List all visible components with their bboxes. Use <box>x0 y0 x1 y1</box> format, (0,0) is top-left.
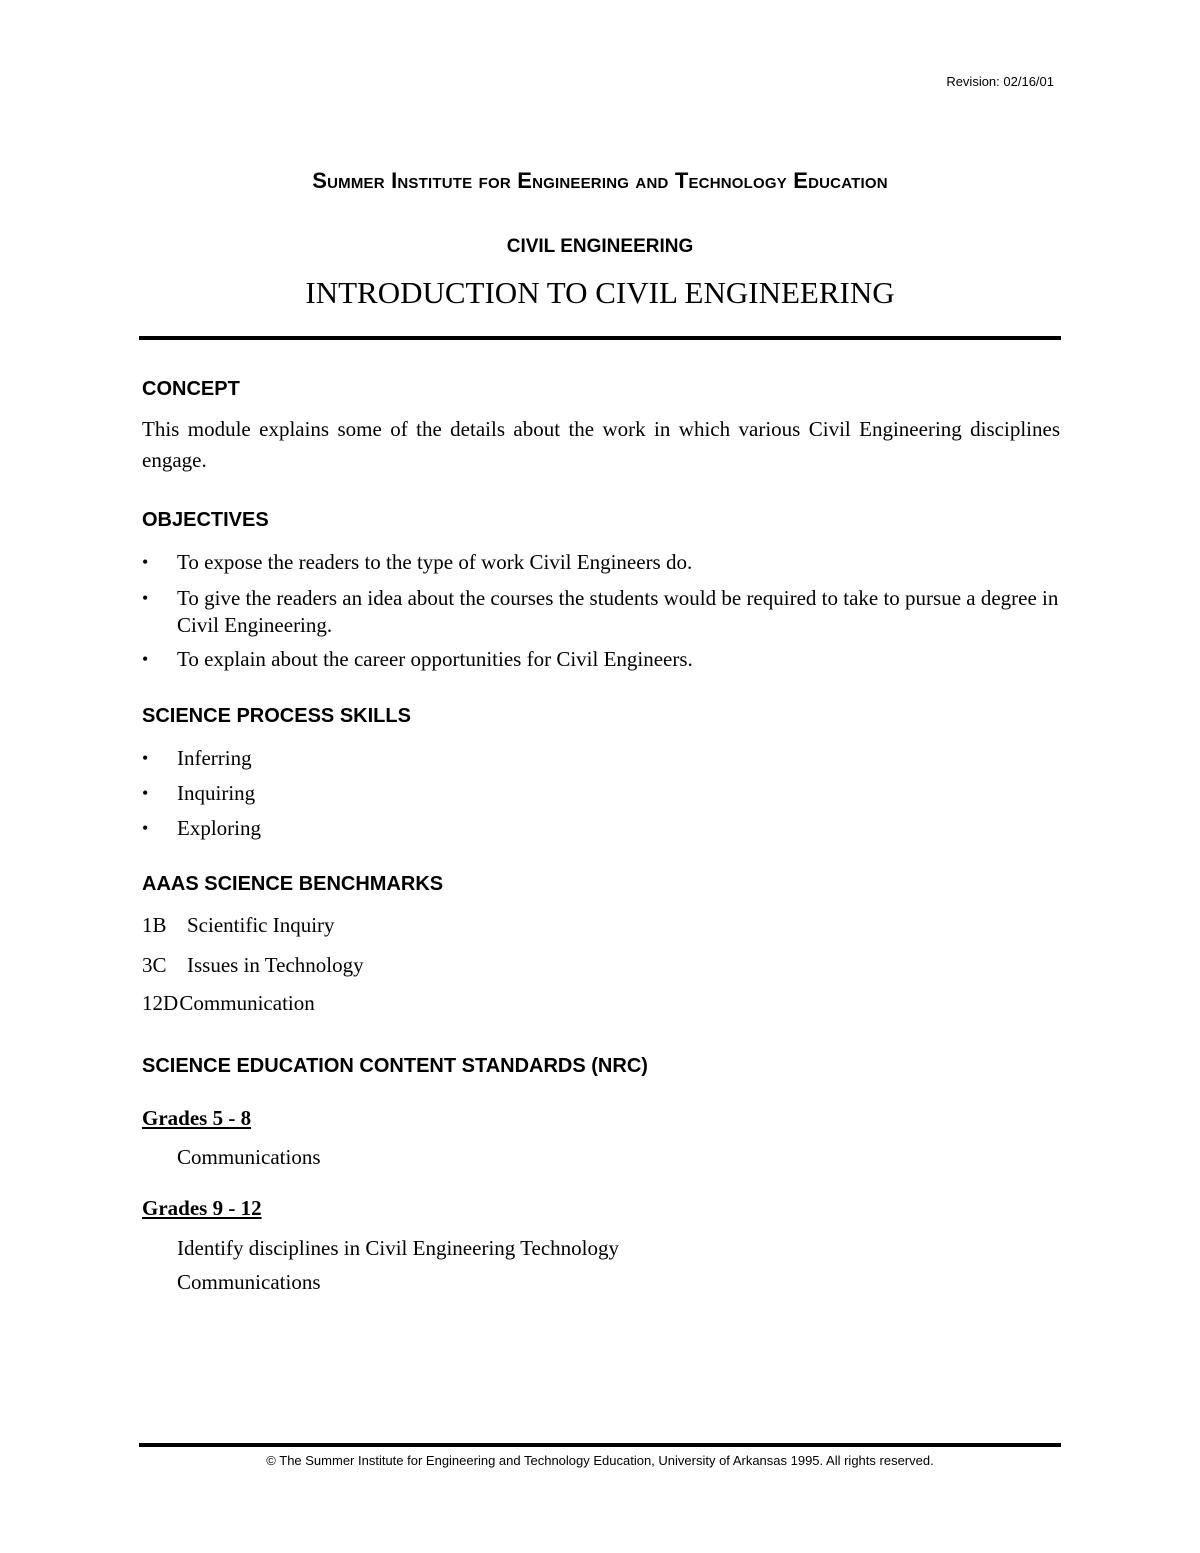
bullet-icon: • <box>142 588 149 608</box>
page-title: INTRODUCTION TO CIVIL ENGINEERING <box>305 275 895 310</box>
discipline-heading: CIVIL ENGINEERING <box>506 236 694 257</box>
standard-item: Communications <box>177 1145 321 1169</box>
revision-date: Revision: 02/16/01 <box>946 74 1054 89</box>
bullet-icon: • <box>142 649 149 669</box>
benchmark-code: 12D <box>142 991 179 1015</box>
concept-heading: CONCEPT <box>142 378 240 400</box>
benchmark-code: 1B <box>142 913 167 937</box>
footer-divider <box>139 1443 1061 1447</box>
bullet-icon: • <box>142 818 149 838</box>
benchmarks-heading: AAAS SCIENCE BENCHMARKS <box>142 873 444 895</box>
concept-text: This module explains some of the details about the work in which various Civil Engineering disciplines engage. <box>142 417 1060 472</box>
standard-item: Communications <box>177 1270 321 1294</box>
grade-heading: Grades 5 - 8 <box>142 1106 252 1130</box>
skill-item: Inquiring <box>177 781 256 805</box>
skills-heading: SCIENCE PROCESS SKILLS <box>142 705 411 727</box>
copyright-footer: © The Summer Institute for Engineering and Technology Education, University of Arkansas 1995. All rights reserved. <box>266 1453 934 1468</box>
standard-item: Identify disciplines in Civil Engineering Technology <box>177 1236 619 1260</box>
objectives-heading: OBJECTIVES <box>142 509 269 531</box>
skill-item: Exploring <box>177 816 261 840</box>
benchmark-label: Communication <box>179 991 315 1015</box>
objective-item: To give the readers an idea about the courses the students would be required to take to pursue a degree in Civil Engineering. <box>177 586 1059 637</box>
bullet-icon: • <box>142 552 149 572</box>
benchmark-label: Scientific Inquiry <box>187 913 335 937</box>
benchmark-label: Issues in Technology <box>187 953 364 977</box>
bullet-icon: • <box>142 783 149 803</box>
grade-heading: Grades 9 - 12 <box>142 1196 262 1220</box>
standards-heading: SCIENCE EDUCATION CONTENT STANDARDS (NRC) <box>142 1055 648 1077</box>
benchmark-item <box>142 990 315 1016</box>
bullet-icon: • <box>142 748 149 768</box>
header-divider <box>139 336 1061 340</box>
institute-name: Summer Institute for Engineering and Technology Education <box>312 168 888 193</box>
benchmark-code: 3C <box>142 953 167 977</box>
objective-item: To explain about the career opportunities for Civil Engineers. <box>177 647 693 671</box>
objective-item: To expose the readers to the type of work Civil Engineers do. <box>177 550 693 574</box>
skill-item: Inferring <box>177 746 252 770</box>
